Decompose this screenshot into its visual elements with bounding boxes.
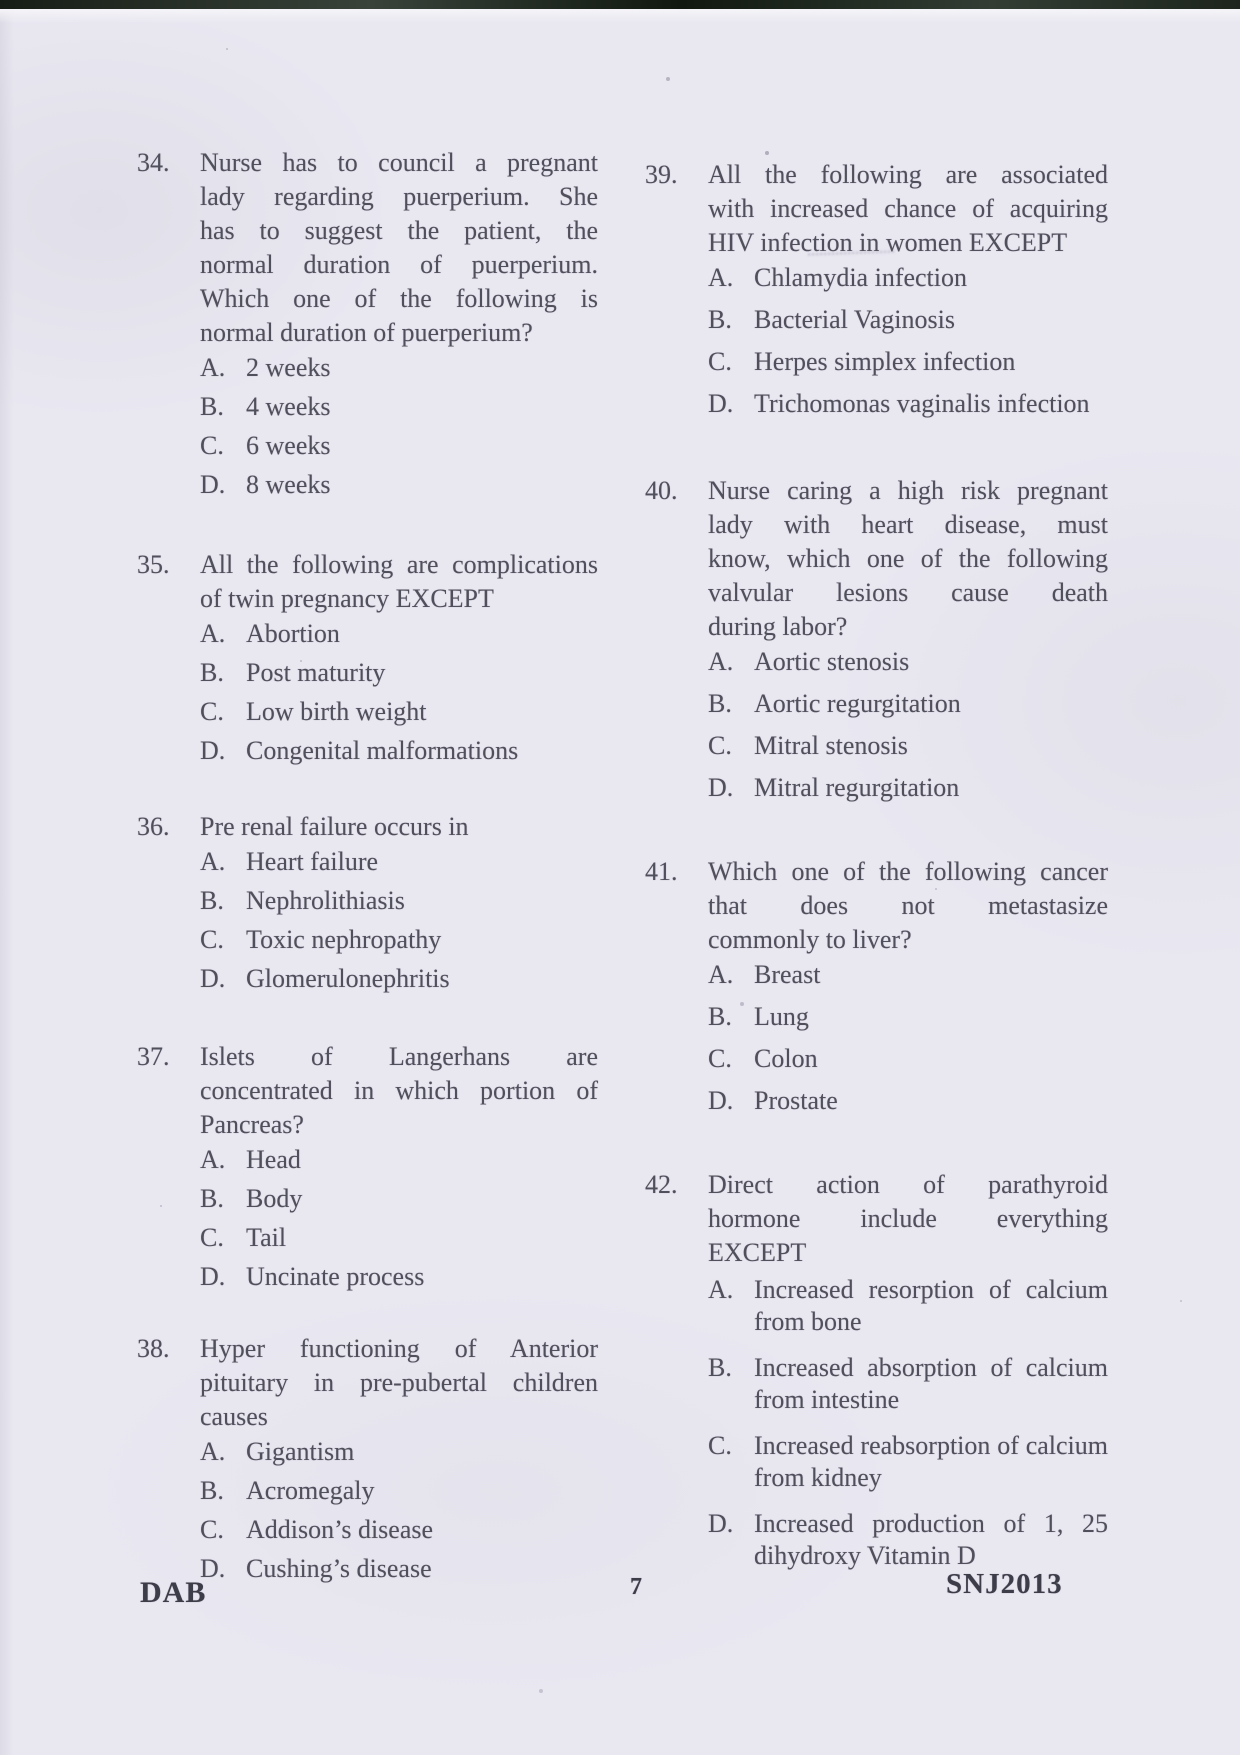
option-row: [200, 620, 598, 648]
option-line: Aortic stenosis: [754, 647, 910, 676]
option-letter: B.: [200, 658, 224, 687]
option-text: [754, 1045, 1108, 1073]
option-row: [708, 648, 1108, 676]
option-text: [754, 264, 1108, 292]
option-line: Trichomonas vaginalis infection: [754, 389, 1090, 418]
option-line: 6 weeks: [246, 431, 331, 460]
option-row: [708, 1508, 1108, 1572]
option-letter: D.: [708, 773, 734, 802]
question-number: 37.: [137, 1042, 170, 1071]
option-text: [754, 961, 1108, 989]
option-letter: B.: [200, 886, 224, 915]
option-text: [754, 1274, 1108, 1338]
question-body: [200, 1332, 598, 1594]
option-line: Lung: [754, 1002, 809, 1031]
option-row: [200, 737, 598, 765]
option-line: Colon: [754, 1044, 818, 1073]
question: [645, 855, 1108, 1129]
options-list: [200, 1146, 598, 1291]
question: [645, 158, 1108, 432]
question-line: HIV infection in women EXCEPT: [708, 228, 1068, 257]
option-line: Mitral stenosis: [754, 731, 908, 760]
option-row: [708, 1087, 1108, 1115]
options-list: [708, 264, 1108, 418]
option-line: Body: [246, 1184, 303, 1213]
option-letter: A.: [200, 1437, 226, 1466]
option-letter: A.: [708, 1275, 734, 1304]
option-letter: C.: [708, 731, 732, 760]
question-number: 36.: [137, 812, 170, 841]
option-row: [200, 887, 598, 915]
option-row: [200, 1146, 598, 1174]
option-row: [200, 1224, 598, 1252]
option-text: [246, 926, 598, 954]
option-text: [754, 1003, 1108, 1031]
question-number: 40.: [645, 476, 678, 505]
question-line: Islets of Langerhans are: [200, 1042, 598, 1071]
question: [137, 1040, 598, 1302]
question-line: commonly to liver?: [708, 925, 912, 954]
question-line: Hyper functioning of Anterior: [200, 1334, 598, 1363]
options-list: [708, 1274, 1108, 1572]
question-line: pituitary in pre-pubertal children: [200, 1368, 598, 1397]
option-row: [708, 1003, 1108, 1031]
option-line: Addison’s disease: [246, 1515, 434, 1544]
page-number: 7: [630, 1574, 642, 1600]
option-row: [708, 1430, 1108, 1494]
option-text: [754, 348, 1108, 376]
footer-paper-code: SNJ2013: [946, 1568, 1063, 1600]
question-number: 34.: [137, 148, 170, 177]
option-letter: A.: [200, 847, 226, 876]
question-text: [200, 810, 598, 844]
option-text: [246, 1477, 598, 1505]
option-letter: D.: [200, 736, 226, 765]
question-body: [708, 474, 1108, 816]
option-row: [200, 698, 598, 726]
option-row: [200, 1477, 598, 1505]
question-line: lady with heart disease, must: [708, 510, 1108, 539]
question-line: with increased chance of acquiring: [708, 194, 1108, 223]
option-line: from bone: [754, 1307, 862, 1336]
question-body: [200, 146, 598, 510]
question: [137, 548, 598, 776]
question-line: All the following are associated: [708, 160, 1108, 189]
question-text: [200, 1332, 598, 1434]
option-text: [246, 737, 598, 765]
options-list: [200, 620, 598, 765]
option-row: [200, 432, 598, 460]
option-line: Increased production of 1, 25: [754, 1509, 1108, 1538]
option-row: [708, 1274, 1108, 1338]
option-line: Chlamydia infection: [754, 263, 968, 292]
option-line: Herpes simplex infection: [754, 347, 1016, 376]
question-line: Which one of the following cancer: [708, 857, 1108, 886]
option-text: [246, 1146, 598, 1174]
option-row: [200, 659, 598, 687]
option-letter: C.: [200, 925, 224, 954]
option-letter: C.: [200, 697, 224, 726]
question-number: 42.: [645, 1170, 678, 1199]
question-body: [708, 1168, 1108, 1586]
option-row: [708, 690, 1108, 718]
question-line: All the following are complications: [200, 550, 598, 579]
option-letter: B.: [708, 1002, 732, 1031]
option-text: [754, 774, 1108, 802]
question-line: has to suggest the patient, the: [200, 216, 598, 245]
option-line: Cushing’s disease: [246, 1554, 432, 1583]
option-row: [200, 1516, 598, 1544]
option-row: [200, 1185, 598, 1213]
option-text: [246, 848, 598, 876]
question-body: [200, 548, 598, 776]
question-body: [200, 1040, 598, 1302]
option-letter: B.: [200, 392, 224, 421]
option-text: [246, 698, 598, 726]
question: [137, 1332, 598, 1594]
option-row: [708, 306, 1108, 334]
option-letter: D.: [200, 1262, 226, 1291]
page-footer: [0, 1568, 1240, 1618]
option-letter: A.: [708, 960, 734, 989]
option-line: Breast: [754, 960, 821, 989]
option-row: [708, 264, 1108, 292]
question-line: know, which one of the following: [708, 544, 1108, 573]
option-row: [200, 1263, 598, 1291]
question-line: valvular lesions cause death: [708, 578, 1108, 607]
option-text: [754, 690, 1108, 718]
question-text: [708, 855, 1108, 957]
question: [137, 810, 598, 1004]
scan-edge-strip: [0, 9, 1240, 23]
option-text: [246, 471, 598, 499]
option-text: [246, 1185, 598, 1213]
option-line: Prostate: [754, 1086, 838, 1115]
question-line: EXCEPT: [708, 1238, 807, 1267]
question-line: normal duration of puerperium?: [200, 318, 533, 347]
question-line: Nurse has to council a pregnant: [200, 148, 598, 177]
option-line: Increased reabsorption of calcium: [754, 1431, 1108, 1460]
option-row: [200, 1438, 598, 1466]
option-row: [708, 774, 1108, 802]
question-line: Nurse caring a high risk pregnant: [708, 476, 1108, 505]
option-letter: A.: [200, 353, 226, 382]
question-line: normal duration of puerperium.: [200, 250, 598, 279]
option-line: Heart failure: [246, 847, 379, 876]
option-row: [708, 961, 1108, 989]
option-letter: C.: [200, 1223, 224, 1252]
option-line: Increased absorption of calcium: [754, 1353, 1108, 1382]
option-line: Abortion: [246, 619, 340, 648]
question-text: [708, 474, 1108, 644]
question-line: Pancreas?: [200, 1110, 304, 1139]
scan-edge-bar: [0, 0, 1240, 9]
option-line: Increased resorption of calcium: [754, 1275, 1108, 1304]
option-row: [200, 471, 598, 499]
option-row: [200, 393, 598, 421]
question-text: [200, 548, 598, 616]
options-list: [200, 354, 598, 499]
footer-booklet-code: DAB: [140, 1576, 207, 1609]
option-letter: B.: [200, 1184, 224, 1213]
option-line: Uncinate process: [246, 1262, 425, 1291]
question-line: causes: [200, 1402, 268, 1431]
option-letter: A.: [200, 619, 226, 648]
question-number: 38.: [137, 1334, 170, 1363]
option-line: Bacterial Vaginosis: [754, 305, 955, 334]
option-row: [200, 354, 598, 382]
question-line: lady regarding puerperium. She: [200, 182, 598, 211]
option-text: [754, 306, 1108, 334]
option-row: [708, 1045, 1108, 1073]
question-text: [200, 1040, 598, 1142]
question-text: [708, 158, 1108, 260]
scan-noise-dots: [0, 0, 2, 2]
question: [645, 1168, 1108, 1586]
option-letter: B.: [708, 305, 732, 334]
question-body: [200, 810, 598, 1004]
option-line: 2 weeks: [246, 353, 331, 382]
options-list: [200, 1438, 598, 1583]
question-number: 41.: [645, 857, 678, 886]
option-line: Mitral regurgitation: [754, 773, 960, 802]
option-letter: C.: [708, 1044, 732, 1073]
option-letter: D.: [200, 1554, 226, 1583]
question-text: [708, 1168, 1108, 1270]
question: [645, 474, 1108, 816]
option-letter: D.: [200, 964, 226, 993]
option-text: [754, 1352, 1108, 1416]
option-text: [754, 1430, 1108, 1494]
option-text: [246, 887, 598, 915]
option-letter: C.: [708, 1431, 732, 1460]
question: [137, 146, 598, 510]
option-text: [246, 965, 598, 993]
option-line: Acromegaly: [246, 1476, 375, 1505]
question-line: Which one of the following is: [200, 284, 598, 313]
option-line: Aortic regurgitation: [754, 689, 961, 718]
option-text: [246, 393, 598, 421]
option-line: from intestine: [754, 1385, 900, 1414]
option-text: [754, 1087, 1108, 1115]
option-line: Glomerulonephritis: [246, 964, 450, 993]
option-letter: C.: [708, 347, 732, 376]
question-line: that does not metastasize: [708, 891, 1108, 920]
question-line: Pre renal failure occurs in: [200, 812, 469, 841]
option-text: [754, 1508, 1108, 1572]
option-line: Gigantism: [246, 1437, 355, 1466]
option-letter: A.: [708, 647, 734, 676]
option-text: [246, 354, 598, 382]
option-text: [754, 732, 1108, 760]
question-line: of twin pregnancy EXCEPT: [200, 584, 494, 613]
option-text: [246, 432, 598, 460]
options-list: [708, 961, 1108, 1115]
option-text: [246, 1224, 598, 1252]
option-row: [200, 926, 598, 954]
option-text: [754, 648, 1108, 676]
option-text: [246, 620, 598, 648]
option-letter: C.: [200, 1515, 224, 1544]
option-letter: D.: [708, 389, 734, 418]
option-text: [246, 659, 598, 687]
option-row: [708, 348, 1108, 376]
option-letter: B.: [708, 1353, 732, 1382]
option-letter: A.: [708, 263, 734, 292]
option-text: [246, 1516, 598, 1544]
option-line: Toxic nephropathy: [246, 925, 442, 954]
question-number: 35.: [137, 550, 170, 579]
option-line: Head: [246, 1145, 301, 1174]
option-letter: B.: [200, 1476, 224, 1505]
option-line: Post maturity: [246, 658, 386, 687]
option-line: from kidney: [754, 1463, 882, 1492]
option-text: [754, 390, 1108, 418]
option-text: [246, 1438, 598, 1466]
option-line: Tail: [246, 1223, 287, 1252]
options-list: [200, 848, 598, 993]
option-letter: C.: [200, 431, 224, 460]
options-list: [708, 648, 1108, 802]
option-row: [708, 732, 1108, 760]
option-line: dihydroxy Vitamin D: [754, 1541, 976, 1570]
option-text: [246, 1263, 598, 1291]
question-number: 39.: [645, 160, 678, 189]
option-line: 8 weeks: [246, 470, 331, 499]
question-line: during labor?: [708, 612, 848, 641]
question-body: [708, 855, 1108, 1129]
question-line: concentrated in which portion of: [200, 1076, 598, 1105]
question-line: hormone include everything: [708, 1204, 1108, 1233]
option-line: Congenital malformations: [246, 736, 519, 765]
option-letter: D.: [708, 1509, 734, 1538]
option-row: [708, 1352, 1108, 1416]
option-letter: D.: [200, 470, 226, 499]
question-text: [200, 146, 598, 350]
option-letter: B.: [708, 689, 732, 718]
option-line: Low birth weight: [246, 697, 427, 726]
option-row: [200, 848, 598, 876]
option-row: [200, 965, 598, 993]
option-letter: D.: [708, 1086, 734, 1115]
question-body: [708, 158, 1108, 432]
option-row: [708, 390, 1108, 418]
option-line: 4 weeks: [246, 392, 331, 421]
question-line: Direct action of parathyroid: [708, 1170, 1108, 1199]
option-line: Nephrolithiasis: [246, 886, 405, 915]
option-letter: A.: [200, 1145, 226, 1174]
